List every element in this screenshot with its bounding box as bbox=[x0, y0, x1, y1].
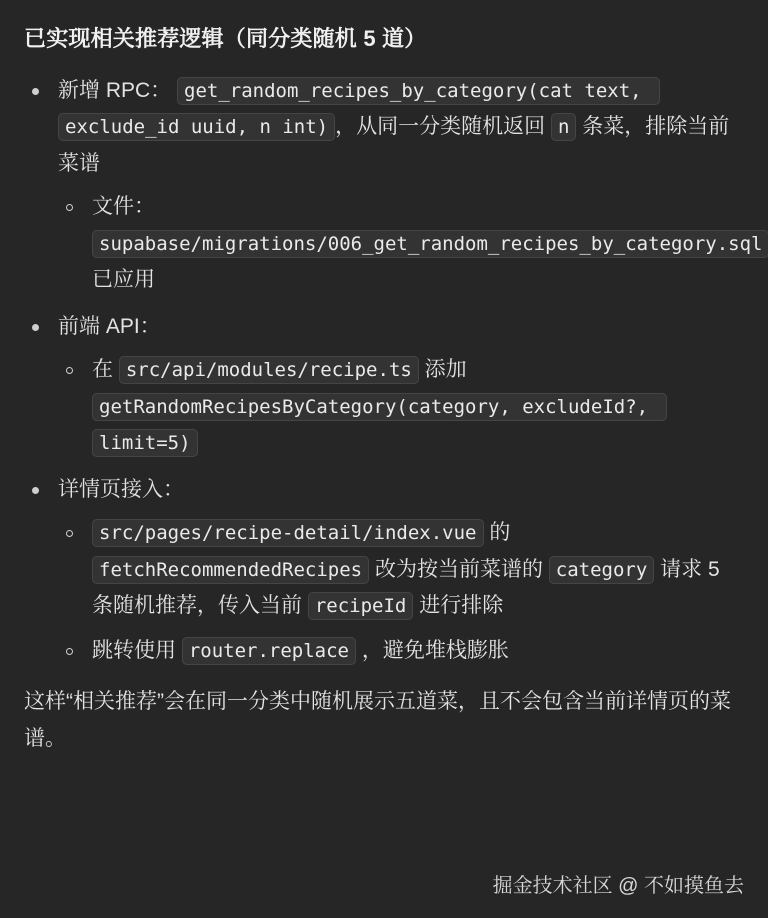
item-text: 前端 API： bbox=[58, 315, 161, 338]
summary-paragraph: 这样“相关推荐”会在同一分类中随机展示五道菜，且不会包含当前详情页的菜谱。 bbox=[24, 689, 731, 750]
item-text: 请求 5 条随机推荐，传入当前 bbox=[92, 557, 720, 618]
code-category-field: category bbox=[549, 556, 655, 584]
code-rpc-signature: get_random_recipes_by_category(cat text, exclude_id uuid, n int) bbox=[58, 77, 660, 142]
item-text: ，避免堆栈膨胀 bbox=[361, 639, 509, 662]
code-recipe-id-field: recipeId bbox=[308, 592, 414, 620]
list-item bbox=[22, 309, 746, 462]
code-fetch-function: fetchRecommendedRecipes bbox=[92, 556, 369, 584]
page-title: 已实现相关推荐逻辑（同分类随机 5 道） bbox=[24, 26, 427, 51]
item-text: 的 bbox=[489, 520, 511, 544]
code-api-module-path: src/api/modules/recipe.ts bbox=[119, 356, 419, 384]
item-text: 新增 RPC： bbox=[58, 78, 172, 102]
item-text: 条菜，排除当前菜谱 bbox=[58, 115, 730, 175]
list-item bbox=[22, 472, 746, 670]
code-detail-page-path: src/pages/recipe-detail/index.vue bbox=[92, 519, 484, 547]
watermark-footer: 掘金技术社区 @ 不如摸鱼去 bbox=[492, 875, 744, 897]
item-text: 添加 bbox=[424, 357, 467, 381]
code-router-replace: router.replace bbox=[182, 637, 356, 665]
item-text: ，从同一分类随机返回 bbox=[335, 115, 546, 139]
list-item bbox=[58, 189, 763, 299]
list-item bbox=[22, 73, 763, 300]
list-item bbox=[58, 352, 746, 462]
sub-list bbox=[58, 515, 746, 670]
list-item bbox=[58, 515, 746, 625]
item-text: 详情页接入： bbox=[58, 478, 184, 501]
item-text: 跳转使用 bbox=[92, 639, 176, 662]
item-text: 文件： bbox=[92, 194, 155, 218]
sub-list bbox=[58, 352, 746, 462]
item-text: 进行排除 bbox=[419, 594, 504, 618]
code-api-function-signature: getRandomRecipesByCategory(category, excludeId?, limit=5) bbox=[92, 393, 667, 458]
item-text: 已应用 bbox=[92, 268, 155, 292]
item-text: 改为按当前菜谱的 bbox=[374, 557, 543, 581]
list-item bbox=[58, 633, 746, 670]
code-migration-file: supabase/migrations/006_get_random_recipes_by_category.sql bbox=[92, 230, 768, 258]
code-n-param: n bbox=[551, 113, 576, 141]
sub-list bbox=[58, 189, 763, 299]
top-level-list bbox=[22, 73, 763, 670]
item-text: 在 bbox=[92, 357, 113, 381]
